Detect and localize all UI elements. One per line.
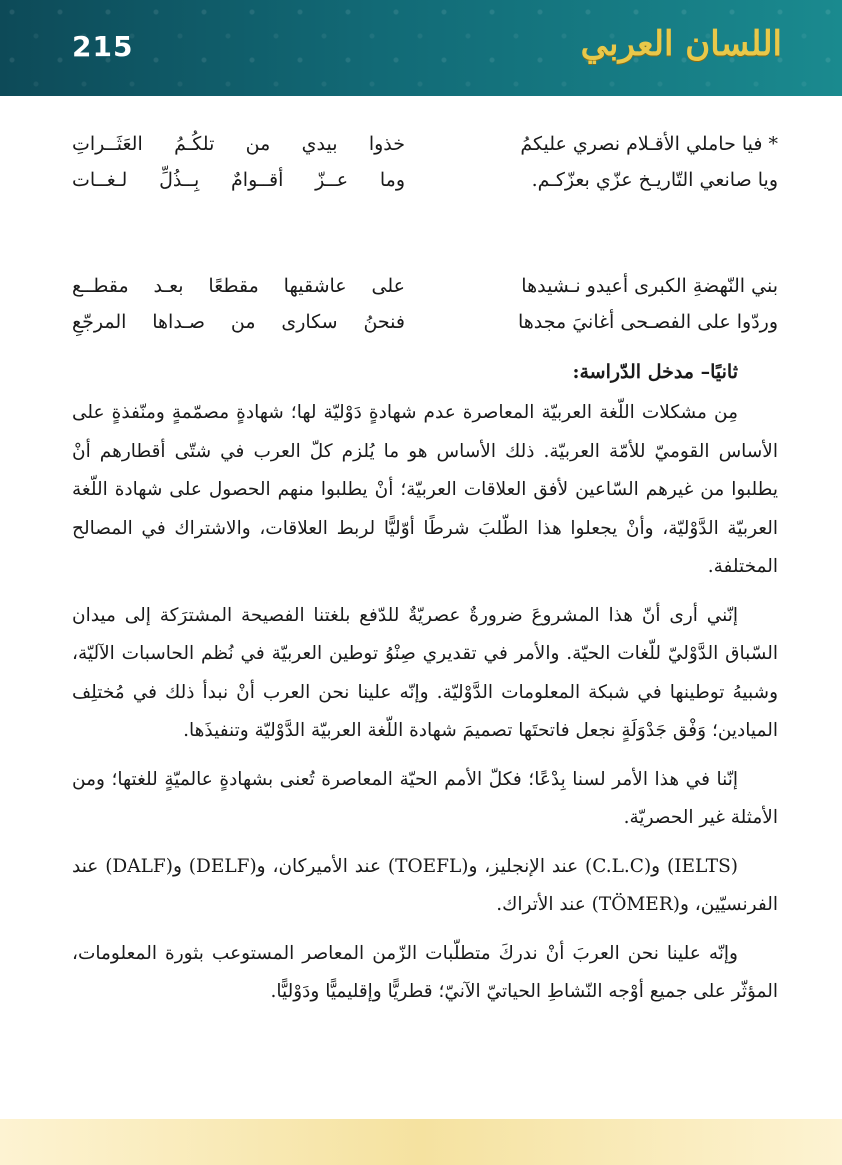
paragraph-text: وإنّه علينا نحن العربَ أنْ ندركَ متطلّبات الزّمن المعاصر المستوعب بثورة المعلومات، المؤثّر على جميع أوْجه النّشاطِ الحياتيّ الآنيّ؛ قطريًّا وإقليميًّا ودَوْليًّا. [72,942,778,1002]
body-paragraph [72,935,778,1012]
poem-hemistich: وما عــزّ أقــوامٌ بِــذُلِّ لـغــات [72,169,405,191]
poem-stanza [72,268,778,340]
page-content [72,120,778,1012]
body-paragraph [72,761,778,838]
paragraph-text: مِن مشكلات اللّغة العربيّة المعاصرة عدم شهادةٍ دَوْليّة لها؛ شهادةٍ مصمّمةٍ ومنّفذةٍ على الأساس القوميّ للأمّة العربيّة. ذلك الأساس هو ما يُلزم كلّ العرب في شتّى أقطارهم أنْ يطلبوا من غيرهم السّاعين لأفق العلاقات العربيّة؛ أنْ يطلبوا منهم الحصول على شهادة اللّغة العربيّة الدَّوْليّة، وأنْ يجعلوا هذا الطّلبَ شرطًا أوّليًّا لربط العلاقات، والاشتراك في المصالح المختلفة. [72,402,778,577]
poem-hemistich: وردّوا على الفصـحى أغانيَ مجدها [517,311,778,333]
page-number: 215 [72,30,134,63]
section-heading: ثانيًا– مدخل الدّراسة: [572,361,738,383]
page-footer-band [0,1119,842,1165]
paragraph-text: إنّني أرى أنّ هذا المشروعَ ضرورةٌ عصريّةٌ للدّفع بلغتنا الفصيحة المشترَكة إلى ميدان السّباق الدَّوْليّ للّغات الحيّة. والأمر في تقديري صِنْوُ توطين العربيّة في نُظم الحاسبات الآليّة، وشبيهُ توطينها في شبكة المعلومات الدَّوْليّة. وإنّه علينا نحن العرب أنْ نبدأ ذلك في مُختلِف الميادين؛ وَفْق جَدْوَلَةٍ نجعل فاتحتَها تصميمَ شهادة اللّغة العربيّة الدَّوْليّة وتنفيذَها. [72,604,778,741]
body-paragraph [72,597,778,751]
poem-stanza [72,126,778,198]
poem-hemistich: بني النّهضةِ الكبرى أعيدو نـشيدها [521,275,778,297]
paragraph-text: إنّنا في هذا الأمر لسنا بِدْعًا؛ فكلّ الأمم الحيّة المعاصرة تُعنى بشهادةٍ عالميّةٍ للغتها؛ ومن الأمثلة غير الحصريّة. [72,768,778,828]
journal-logo: اللسان العربي [580,24,782,64]
paragraph-text: (IELTS) و(C.L.C) عند الإنجليز، و(TOEFL) عند الأميركان، و(DELF) و(DALF) عند الفرنسيّين، و(TÖMER) عند الأتراك. [72,855,778,915]
poem-hemistich: خذوا بيدي من تلكُـمُ العَثَــراتِ [72,133,405,155]
poem-hemistich: * فيا حاملي الأقـلام نصري عليكمُ [520,133,778,155]
body-paragraph [72,848,778,925]
page-header [0,0,842,96]
body-paragraph [72,394,778,587]
poem-hemistich: على عاشقيها مقطعًا بعـد مقطــع [72,275,405,297]
poem-hemistich: فنحنُ سكارى من صـداها المرجّعِ [72,311,405,333]
poem-hemistich: ويا صانعي التّاريـخ عزّي بعزّكـم. [531,169,778,191]
